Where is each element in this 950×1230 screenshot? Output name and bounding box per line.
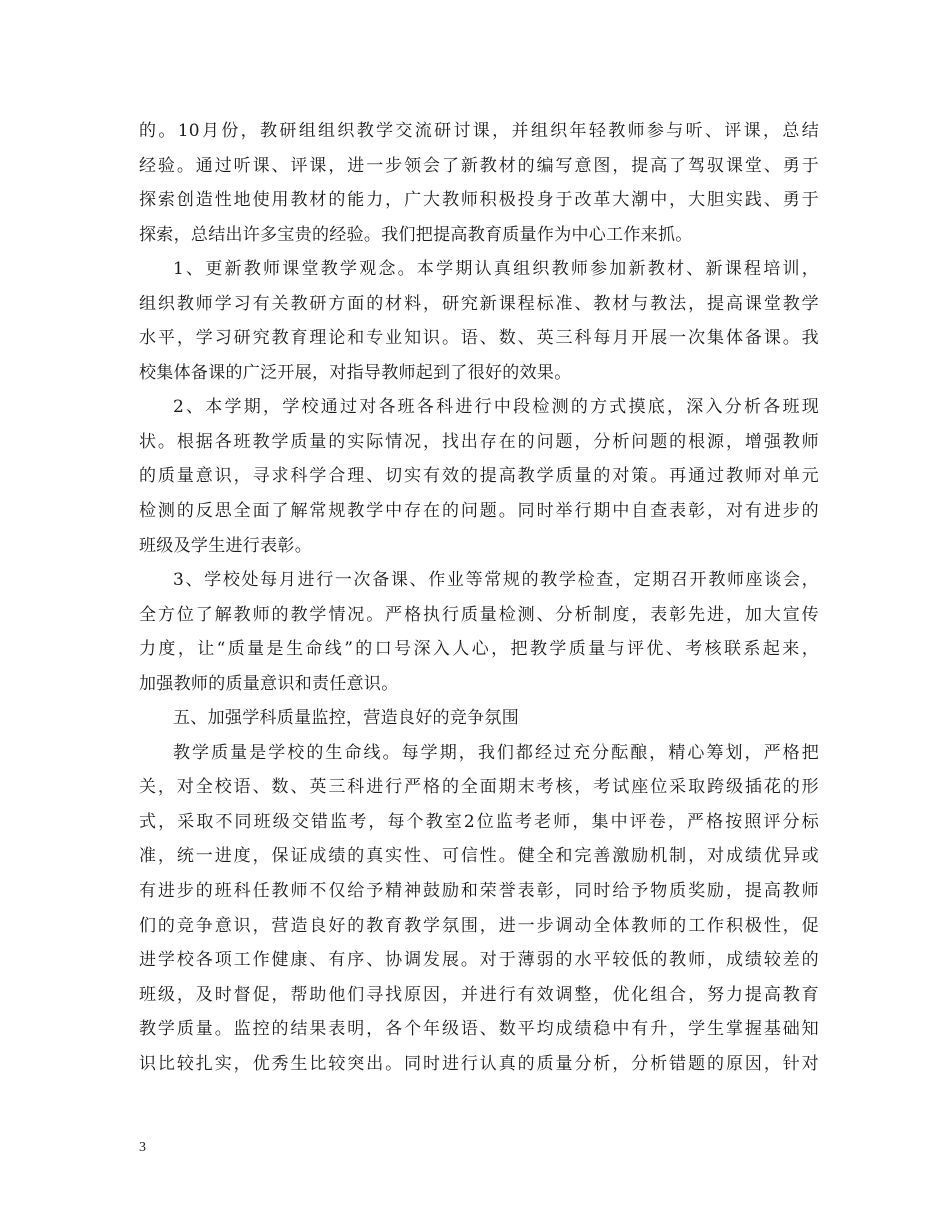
text-line: 教学质量是学校的生命线。每学期，我们都经过充分酝酿，精心筹划，严格把: [173, 742, 819, 763]
text-line: 探索，总结出许多宝贵的经验。我们把提高教育质量作为中心工作来抓。: [139, 224, 693, 245]
text-line: 教学质量。监控的结果表明，各个年级语、数平均成绩稳中有升，学生掌握基础知: [139, 1019, 819, 1040]
text-line: 班级及学生进行表彰。: [139, 535, 312, 556]
text-line: 全方位了解教师的教学情况。严格执行质量检测、分析制度，表彰先进，加大宣传: [139, 604, 819, 625]
text-line: 状。根据各班教学质量的实际情况，找出存在的问题，分析问题的根源，增强教师: [139, 431, 819, 452]
text-line: 们的竞争意识，营造良好的教育教学氛围，进一步调动全体教师的工作积极性，促: [139, 915, 819, 936]
text-line: 进学校各项工作健康、有序、协调发展。对于薄弱的水平较低的教师，成绩较差的: [139, 950, 819, 971]
text-line: 关，对全校语、数、英三科进行严格的全面期末考核，考试座位采取跨级插花的形: [139, 777, 819, 798]
text-line: 力度，让“质量是生命线”的口号深入人心，把教学质量与评优、考核联系起来，: [139, 639, 819, 660]
text-line: 经验。通过听课、评课，进一步领会了新教材的编写意图，提高了驾驭课堂、勇于: [139, 155, 819, 176]
text-line: 1、更新教师课堂教学观念。本学期认真组织教师参加新教材、新课程培训，: [173, 259, 819, 280]
text-line: 班级，及时督促，帮助他们寻找原因，并进行有效调整，优化组合，努力提高教育: [139, 984, 819, 1005]
text-line: 有进步的班科任教师不仅给予精神鼓励和荣誉表彰，同时给予物质奖励，提高教师: [139, 881, 819, 902]
text-line: 式，采取不同班级交错监考，每个教室2位监考老师，集中评卷，严格按照评分标: [139, 811, 819, 832]
body-text: [139, 114, 819, 1081]
text-line: 水平，学习研究教育理论和专业知识。语、数、英三科每月开展一次集体备课。我: [139, 328, 819, 349]
text-line: 组织教师学习有关教研方面的材料，研究新课程标准、教材与教法，提高课堂教学: [139, 293, 819, 314]
text-line: 加强教师的质量意识和责任意识。: [139, 673, 399, 694]
text-line: 的质量意识，寻求科学合理、切实有效的提高教学质量的对策。再通过教师对单元: [139, 466, 819, 487]
text-line: 五、加强学科质量监控，营造良好的竞争氛围: [173, 708, 519, 729]
text-line: 准，统一进度，保证成绩的真实性、可信性。健全和完善激励机制，对成绩优异或: [139, 846, 819, 867]
page-number: 3: [139, 1140, 146, 1155]
text-line: 探索创造性地使用教材的能力，广大教师积极投身于改革大潮中，大胆实践、勇于: [139, 190, 819, 211]
text-line: 的。10月份，教研组组织教学交流研讨课，并组织年轻教师参与听、评课，总结: [139, 121, 819, 141]
text-line: 3、学校处每月进行一次备课、作业等常规的教学检查，定期召开教师座谈会，: [173, 570, 819, 591]
text-line: 2、本学期，学校通过对各班各科进行中段检测的方式摸底，深入分析各班现: [173, 397, 819, 418]
text-line: 校集体备课的广泛开展，对指导教师起到了很好的效果。: [139, 362, 572, 383]
text-line: 识比较扎实，优秀生比较突出。同时进行认真的质量分析，分析错题的原因，针对: [139, 1053, 819, 1074]
text-line: 检测的反思全面了解常规教学中存在的问题。同时举行期中自查表彰，对有进步的: [139, 501, 819, 522]
